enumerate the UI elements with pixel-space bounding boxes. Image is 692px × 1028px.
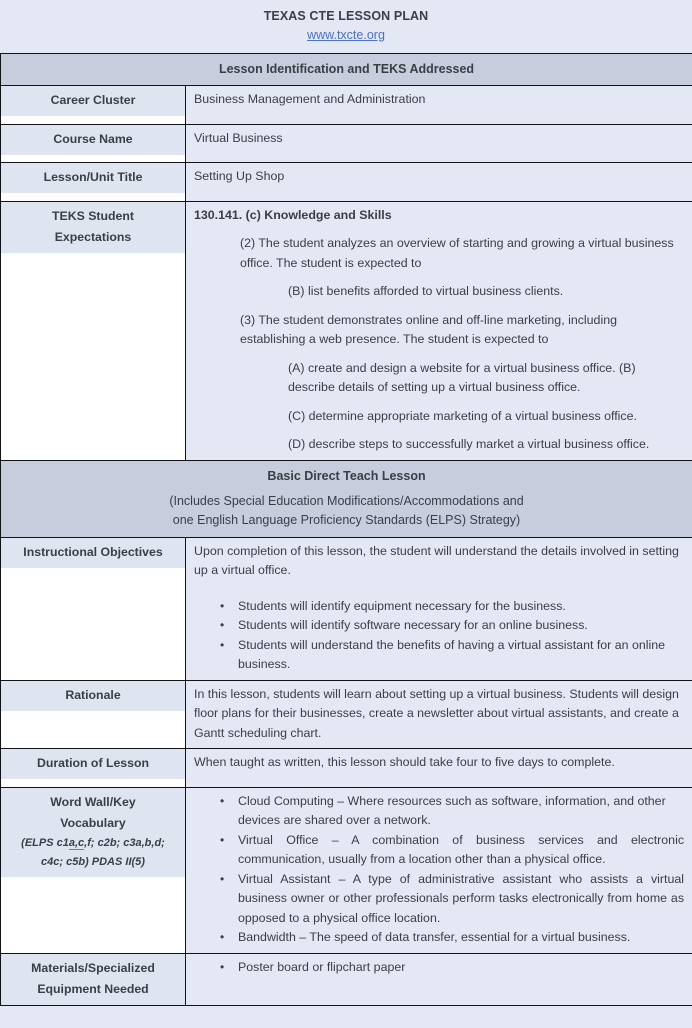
lesson-plan-table [0,53,692,1006]
list-item: • Cloud Computing – Where resources such as software, information, and other devices are shared over a network. [238,792,684,831]
label-shade [1,86,185,116]
value-word-wall-cell [186,787,692,953]
teks-item: (C) determine appropriate marketing of a virtual business office. [288,408,637,423]
list-item: • Students will understand the benefits of having a virtual assistant for an online business. [238,636,684,675]
label-shade [1,163,185,193]
label-materials: Materials/Specialized Equipment Needed [31,960,155,996]
label-shade [1,681,185,711]
label-shade [1,749,185,779]
elps-note-suffix: ,f; c2b; c3a,b,d; [84,836,165,849]
row-label-cell [1,86,186,125]
value-duration-cell [186,749,692,788]
list-item: • Virtual Assistant – A type of administrative assistant who assists a virtual business owner or other professionals perform tasks electronically from home as opposed to a physical office location. [238,870,684,929]
teks-item: (2) The student analyzes an overview of starting and growing a virtual business office. The student is expected to [240,236,674,270]
value-career-cluster: Business Management and Administration [194,92,426,106]
list-item: • Bandwidth – The speed of data transfer, essential for a virtual business. [238,928,684,948]
instructional-objectives-list [194,597,684,675]
teks-item: (A) create and design a website for a virtual business office. (B) describe details of setting up a virtual business office. [288,360,636,394]
row-label-cell [1,124,186,163]
value-rationale: In this lesson, students will learn about setting up a virtual business. Students will design floor plans for their businesses, create a newsletter about virtual assistants, and create a Gantt scheduling chart. [194,686,679,740]
label-teks-line2: Expectations [54,229,132,244]
teks-item: (B) list benefits afforded to virtual business clients. [288,284,564,298]
elps-note-prefix: (ELPS c1 [21,836,69,849]
spacer [194,581,684,597]
row-label-cell [1,787,186,953]
table-row-direct-teach-banner [1,460,692,537]
label-word-wall-elps-note [7,834,179,853]
word-wall-list [194,792,684,948]
table-row-word-wall [1,787,692,953]
row-label-cell [1,680,186,749]
row-label-cell [1,749,186,788]
label-word-wall-line1: Word Wall/Key [50,794,136,809]
label-lesson-unit-title: Lesson/Unit Title [43,170,143,184]
table-row-teks [1,201,692,460]
section-banner-title: Lesson Identification and TEKS Addressed [218,62,475,76]
list-item: • Poster board or flipchart paper [238,958,684,978]
row-label-cell [1,163,186,202]
table-row-identification-banner [1,54,692,86]
label-word-wall-line2: Vocabulary [60,815,126,830]
label-word-wall-elps-note-line2: c4c; c5b) PDAS II(5) [41,855,145,868]
elps-note-spellcheck-underline: a,c [68,836,85,849]
label-instructional-objectives: Instructional Objectives [23,544,163,559]
label-course-name: Course Name [53,131,133,146]
section-banner-title: Basic Direct Teach Lesson [267,468,426,483]
value-course-name: Virtual Business [194,130,283,145]
label-shade [1,954,185,1005]
instructional-objectives-intro: Upon completion of this lesson, the student will understand the details involved in setting up a virtual office. [194,543,679,577]
table-row-duration [1,749,692,788]
value-instructional-objectives-cell [186,537,692,680]
label-shade [1,788,185,877]
section-banner-identification [1,54,692,86]
row-label-cell [1,537,186,680]
list-item: • Virtual Office – A combination of business services and electronic communication, usually from a location other than a physical office. [238,831,684,870]
value-lesson-unit-title: Setting Up Shop [194,169,285,183]
label-rationale: Rationale [65,687,121,702]
value-teks-cell [186,201,692,460]
label-shade [1,538,185,568]
txcte-website-link[interactable]: www.txcte.org [307,28,385,42]
table-row-materials [1,953,692,1005]
section-banner-subtitle-line2: one English Language Proficiency Standards (ELPS) Strategy) [172,512,521,527]
list-item: • Students will identify equipment necessary for the business. [238,597,684,617]
page-title: TEXAS CTE LESSON PLAN [263,9,429,23]
value-lesson-unit-title-cell [186,163,692,202]
label-shade [1,125,185,155]
table-row-rationale [1,680,692,749]
label-duration: Duration of Lesson [36,756,150,770]
section-banner-subtitle-line1: (Includes Special Education Modifications/Accommodations and [169,493,524,508]
label-shade [1,202,185,253]
table-row-instructional-objectives [1,537,692,680]
teks-item: (3) The student demonstrates online and off-line marketing, including establishing a web presence. The student is expected to [240,312,617,346]
document-header [0,0,692,53]
label-career-cluster: Career Cluster [50,93,136,107]
value-course-name-cell [186,124,692,163]
section-banner-subtitle [7,485,686,530]
teks-item: (D) describe steps to successfully market a virtual business office. [288,437,650,451]
label-teks-line1: TEKS Student [52,208,134,223]
list-item: • Students will identify software necessary for an online business. [238,616,684,636]
value-duration: When taught as written, this lesson should take four to five days to complete. [194,755,615,769]
row-label-cell [1,953,186,1005]
value-rationale-cell [186,680,692,749]
teks-heading: 130.141. (c) Knowledge and Skills [194,207,392,222]
value-materials-cell [186,953,692,1005]
row-label-cell [1,201,186,460]
section-banner-direct-teach [1,460,692,537]
table-row-lesson-unit-title [1,163,692,202]
table-row-career-cluster [1,86,692,125]
materials-list [194,958,684,978]
value-career-cluster-cell [186,86,692,125]
table-row-course-name [1,124,692,163]
